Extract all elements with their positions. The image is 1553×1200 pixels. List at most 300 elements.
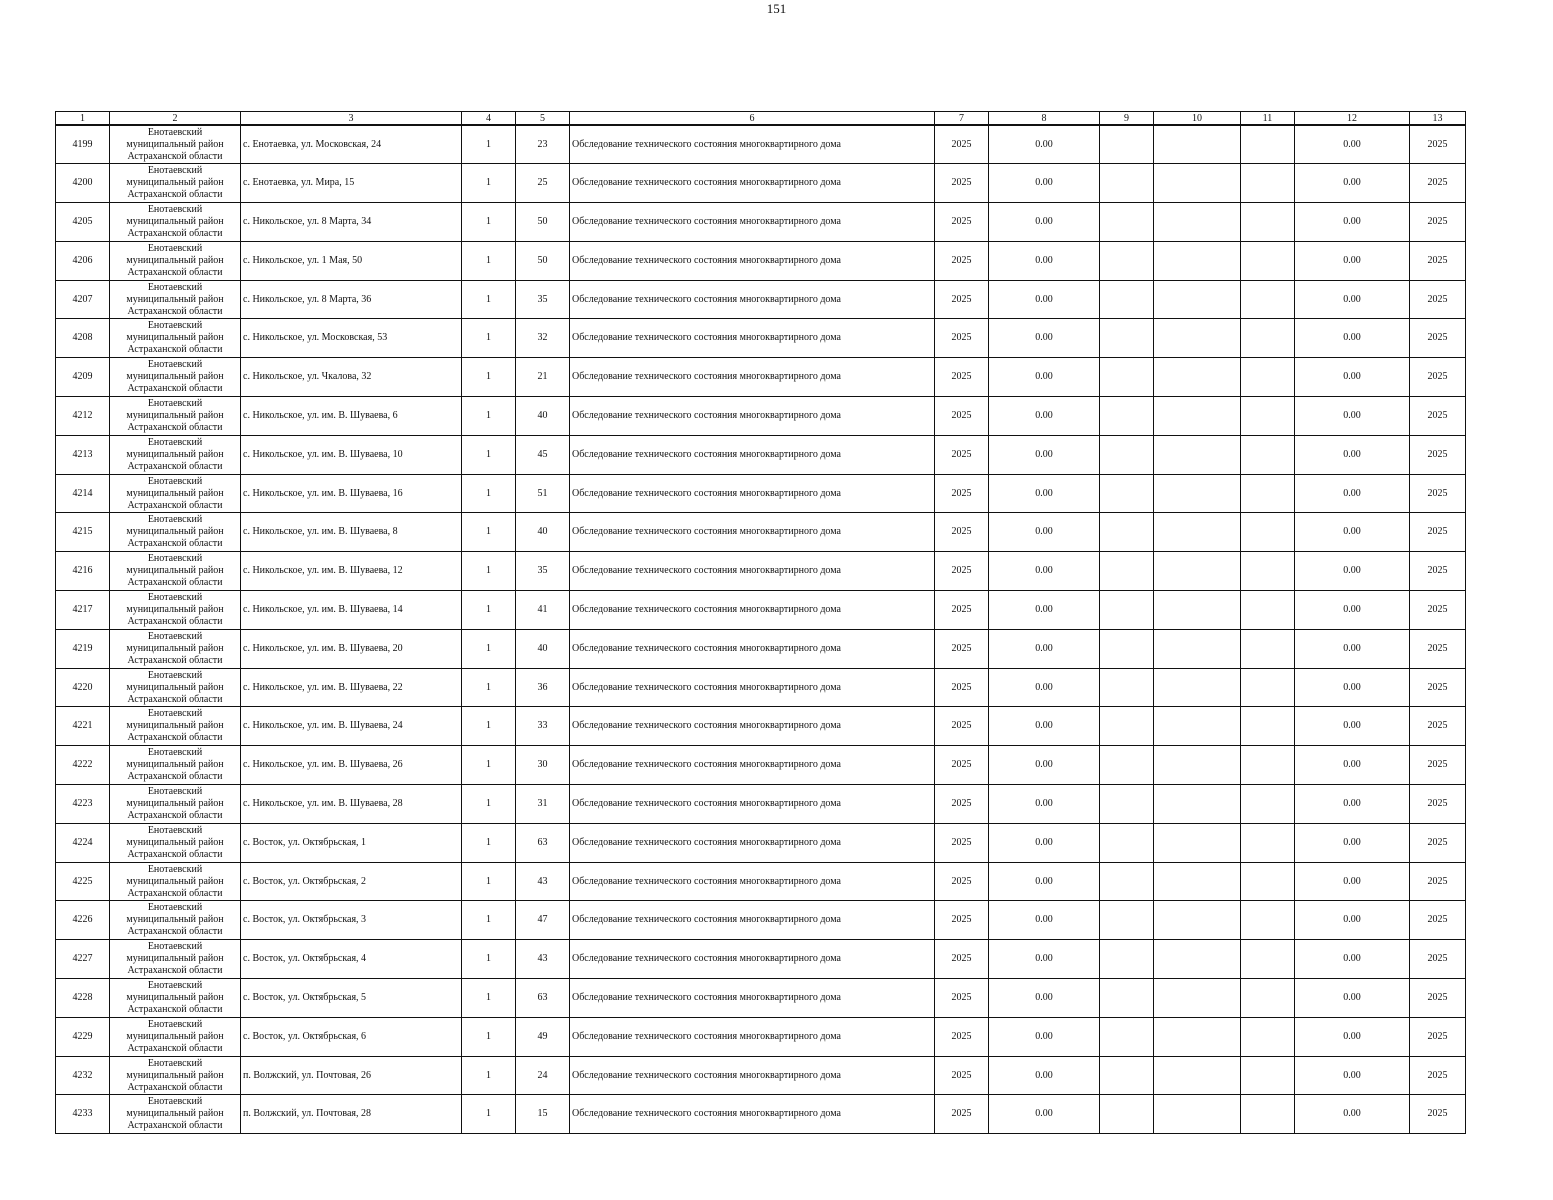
amount-cell: 0.00 bbox=[989, 513, 1100, 552]
district-cell: Енотаевский муниципальный район Астраханской области bbox=[110, 552, 241, 591]
work-type-cell: Обследование технического состояния многоквартирного дома bbox=[570, 552, 935, 591]
table-row bbox=[56, 280, 1466, 319]
year-cell: 2025 bbox=[935, 358, 989, 397]
col-10-value-cell bbox=[1154, 901, 1241, 940]
district-cell: Енотаевский муниципальный район Астраханской области bbox=[110, 241, 241, 280]
table-row bbox=[56, 125, 1466, 164]
col-10-value-cell bbox=[1154, 435, 1241, 474]
col-4-value-cell: 1 bbox=[462, 746, 516, 785]
table-row bbox=[56, 979, 1466, 1018]
address-cell: с. Никольское, ул. им. В. Шуваева, 6 bbox=[241, 397, 462, 436]
col-9-value-cell bbox=[1100, 1056, 1154, 1095]
col-9-value-cell bbox=[1100, 164, 1154, 203]
table-row bbox=[56, 513, 1466, 552]
col-9-value-cell bbox=[1100, 591, 1154, 630]
table-row bbox=[56, 862, 1466, 901]
year-cell: 2025 bbox=[935, 1056, 989, 1095]
district-cell: Енотаевский муниципальный район Астраханской области bbox=[110, 125, 241, 164]
table-row bbox=[56, 707, 1466, 746]
col-11-value-cell bbox=[1241, 862, 1295, 901]
col-9-value-cell bbox=[1100, 280, 1154, 319]
row-number-cell: 4229 bbox=[56, 1017, 110, 1056]
amount-cell: 0.00 bbox=[989, 319, 1100, 358]
col-11-value-cell bbox=[1241, 1056, 1295, 1095]
work-type-cell: Обследование технического состояния многоквартирного дома bbox=[570, 785, 935, 824]
row-number-cell: 4209 bbox=[56, 358, 110, 397]
district-cell: Енотаевский муниципальный район Астраханской области bbox=[110, 164, 241, 203]
col-11-value-cell bbox=[1241, 591, 1295, 630]
col-9-value-cell bbox=[1100, 901, 1154, 940]
col-12-amount-cell: 0.00 bbox=[1295, 668, 1410, 707]
year-cell: 2025 bbox=[935, 474, 989, 513]
row-number-cell: 4216 bbox=[56, 552, 110, 591]
work-type-cell: Обследование технического состояния многоквартирного дома bbox=[570, 707, 935, 746]
address-cell: с. Восток, ул. Октябрьская, 2 bbox=[241, 862, 462, 901]
col-12-amount-cell: 0.00 bbox=[1295, 241, 1410, 280]
work-type-cell: Обследование технического состояния многоквартирного дома bbox=[570, 513, 935, 552]
col-11-value-cell bbox=[1241, 940, 1295, 979]
col-4-value-cell: 1 bbox=[462, 319, 516, 358]
col-5-value-cell: 63 bbox=[516, 823, 570, 862]
district-cell: Енотаевский муниципальный район Астраханской области bbox=[110, 785, 241, 824]
column-header-12: 12 bbox=[1295, 112, 1410, 126]
col-12-amount-cell: 0.00 bbox=[1295, 979, 1410, 1018]
col-11-value-cell bbox=[1241, 746, 1295, 785]
col-9-value-cell bbox=[1100, 435, 1154, 474]
row-number-cell: 4199 bbox=[56, 125, 110, 164]
col-10-value-cell bbox=[1154, 823, 1241, 862]
district-cell: Енотаевский муниципальный район Астраханской области bbox=[110, 862, 241, 901]
col-12-amount-cell: 0.00 bbox=[1295, 1017, 1410, 1056]
row-number-cell: 4212 bbox=[56, 397, 110, 436]
col-9-value-cell bbox=[1100, 552, 1154, 591]
district-cell: Енотаевский муниципальный район Астраханской области bbox=[110, 668, 241, 707]
completion-year-cell: 2025 bbox=[1410, 707, 1466, 746]
column-header-2: 2 bbox=[110, 112, 241, 126]
col-10-value-cell bbox=[1154, 280, 1241, 319]
col-5-value-cell: 40 bbox=[516, 513, 570, 552]
col-11-value-cell bbox=[1241, 513, 1295, 552]
col-11-value-cell bbox=[1241, 629, 1295, 668]
amount-cell: 0.00 bbox=[989, 1056, 1100, 1095]
district-cell: Енотаевский муниципальный район Астраханской области bbox=[110, 474, 241, 513]
year-cell: 2025 bbox=[935, 1095, 989, 1134]
col-4-value-cell: 1 bbox=[462, 901, 516, 940]
table-row bbox=[56, 940, 1466, 979]
district-cell: Енотаевский муниципальный район Астраханской области bbox=[110, 435, 241, 474]
amount-cell: 0.00 bbox=[989, 474, 1100, 513]
col-10-value-cell bbox=[1154, 979, 1241, 1018]
col-4-value-cell: 1 bbox=[462, 552, 516, 591]
year-cell: 2025 bbox=[935, 629, 989, 668]
amount-cell: 0.00 bbox=[989, 203, 1100, 242]
col-4-value-cell: 1 bbox=[462, 979, 516, 1018]
year-cell: 2025 bbox=[935, 319, 989, 358]
completion-year-cell: 2025 bbox=[1410, 979, 1466, 1018]
col-4-value-cell: 1 bbox=[462, 591, 516, 630]
col-5-value-cell: 50 bbox=[516, 241, 570, 280]
completion-year-cell: 2025 bbox=[1410, 1017, 1466, 1056]
col-12-amount-cell: 0.00 bbox=[1295, 513, 1410, 552]
col-10-value-cell bbox=[1154, 629, 1241, 668]
work-type-cell: Обследование технического состояния многоквартирного дома bbox=[570, 1095, 935, 1134]
col-9-value-cell bbox=[1100, 358, 1154, 397]
address-cell: с. Никольское, ул. им. В. Шуваева, 24 bbox=[241, 707, 462, 746]
row-number-cell: 4217 bbox=[56, 591, 110, 630]
year-cell: 2025 bbox=[935, 862, 989, 901]
col-5-value-cell: 35 bbox=[516, 552, 570, 591]
col-10-value-cell bbox=[1154, 668, 1241, 707]
address-cell: с. Никольское, ул. им. В. Шуваева, 12 bbox=[241, 552, 462, 591]
work-type-cell: Обследование технического состояния многоквартирного дома bbox=[570, 1056, 935, 1095]
col-5-value-cell: 36 bbox=[516, 668, 570, 707]
address-cell: с. Никольское, ул. им. В. Шуваева, 28 bbox=[241, 785, 462, 824]
col-12-amount-cell: 0.00 bbox=[1295, 591, 1410, 630]
completion-year-cell: 2025 bbox=[1410, 823, 1466, 862]
col-4-value-cell: 1 bbox=[462, 707, 516, 746]
address-cell: с. Восток, ул. Октябрьская, 1 bbox=[241, 823, 462, 862]
completion-year-cell: 2025 bbox=[1410, 668, 1466, 707]
address-cell: с. Никольское, ул. им. В. Шуваева, 26 bbox=[241, 746, 462, 785]
district-cell: Енотаевский муниципальный район Астраханской области bbox=[110, 629, 241, 668]
district-cell: Енотаевский муниципальный район Астраханской области bbox=[110, 280, 241, 319]
col-12-amount-cell: 0.00 bbox=[1295, 629, 1410, 668]
completion-year-cell: 2025 bbox=[1410, 862, 1466, 901]
row-number-cell: 4214 bbox=[56, 474, 110, 513]
col-12-amount-cell: 0.00 bbox=[1295, 707, 1410, 746]
row-number-cell: 4225 bbox=[56, 862, 110, 901]
completion-year-cell: 2025 bbox=[1410, 358, 1466, 397]
row-number-cell: 4207 bbox=[56, 280, 110, 319]
address-cell: с. Никольское, ул. им. В. Шуваева, 20 bbox=[241, 629, 462, 668]
year-cell: 2025 bbox=[935, 591, 989, 630]
amount-cell: 0.00 bbox=[989, 901, 1100, 940]
col-5-value-cell: 30 bbox=[516, 746, 570, 785]
row-number-cell: 4213 bbox=[56, 435, 110, 474]
year-cell: 2025 bbox=[935, 979, 989, 1018]
col-10-value-cell bbox=[1154, 707, 1241, 746]
row-number-cell: 4219 bbox=[56, 629, 110, 668]
year-cell: 2025 bbox=[935, 435, 989, 474]
col-12-amount-cell: 0.00 bbox=[1295, 940, 1410, 979]
col-9-value-cell bbox=[1100, 940, 1154, 979]
row-number-cell: 4220 bbox=[56, 668, 110, 707]
row-number-cell: 4224 bbox=[56, 823, 110, 862]
col-11-value-cell bbox=[1241, 280, 1295, 319]
work-type-cell: Обследование технического состояния многоквартирного дома bbox=[570, 823, 935, 862]
col-5-value-cell: 21 bbox=[516, 358, 570, 397]
work-type-cell: Обследование технического состояния многоквартирного дома bbox=[570, 203, 935, 242]
col-9-value-cell bbox=[1100, 1017, 1154, 1056]
table-row bbox=[56, 823, 1466, 862]
col-10-value-cell bbox=[1154, 319, 1241, 358]
address-cell: с. Никольское, ул. им. В. Шуваева, 10 bbox=[241, 435, 462, 474]
row-number-cell: 4228 bbox=[56, 979, 110, 1018]
year-cell: 2025 bbox=[935, 203, 989, 242]
col-9-value-cell bbox=[1100, 241, 1154, 280]
amount-cell: 0.00 bbox=[989, 940, 1100, 979]
year-cell: 2025 bbox=[935, 1017, 989, 1056]
col-9-value-cell bbox=[1100, 125, 1154, 164]
amount-cell: 0.00 bbox=[989, 979, 1100, 1018]
district-cell: Енотаевский муниципальный район Астраханской области bbox=[110, 319, 241, 358]
col-12-amount-cell: 0.00 bbox=[1295, 862, 1410, 901]
col-4-value-cell: 1 bbox=[462, 125, 516, 164]
col-5-value-cell: 51 bbox=[516, 474, 570, 513]
amount-cell: 0.00 bbox=[989, 707, 1100, 746]
amount-cell: 0.00 bbox=[989, 1017, 1100, 1056]
col-5-value-cell: 40 bbox=[516, 629, 570, 668]
amount-cell: 0.00 bbox=[989, 241, 1100, 280]
table-row bbox=[56, 1095, 1466, 1134]
row-number-cell: 4215 bbox=[56, 513, 110, 552]
work-type-cell: Обследование технического состояния многоквартирного дома bbox=[570, 862, 935, 901]
address-cell: с. Восток, ул. Октябрьская, 3 bbox=[241, 901, 462, 940]
col-5-value-cell: 32 bbox=[516, 319, 570, 358]
completion-year-cell: 2025 bbox=[1410, 164, 1466, 203]
amount-cell: 0.00 bbox=[989, 397, 1100, 436]
table-row bbox=[56, 901, 1466, 940]
address-cell: с. Восток, ул. Октябрьская, 6 bbox=[241, 1017, 462, 1056]
amount-cell: 0.00 bbox=[989, 358, 1100, 397]
address-cell: с. Никольское, ул. 8 Марта, 34 bbox=[241, 203, 462, 242]
address-cell: с. Восток, ул. Октябрьская, 5 bbox=[241, 979, 462, 1018]
year-cell: 2025 bbox=[935, 746, 989, 785]
col-10-value-cell bbox=[1154, 1017, 1241, 1056]
col-9-value-cell bbox=[1100, 1095, 1154, 1134]
work-type-cell: Обследование технического состояния многоквартирного дома bbox=[570, 125, 935, 164]
registry-table bbox=[55, 111, 1466, 1134]
col-5-value-cell: 15 bbox=[516, 1095, 570, 1134]
year-cell: 2025 bbox=[935, 513, 989, 552]
completion-year-cell: 2025 bbox=[1410, 280, 1466, 319]
col-5-value-cell: 45 bbox=[516, 435, 570, 474]
col-5-value-cell: 25 bbox=[516, 164, 570, 203]
col-12-amount-cell: 0.00 bbox=[1295, 164, 1410, 203]
address-cell: с. Никольское, ул. 8 Марта, 36 bbox=[241, 280, 462, 319]
col-12-amount-cell: 0.00 bbox=[1295, 901, 1410, 940]
col-11-value-cell bbox=[1241, 707, 1295, 746]
col-11-value-cell bbox=[1241, 1095, 1295, 1134]
col-10-value-cell bbox=[1154, 241, 1241, 280]
amount-cell: 0.00 bbox=[989, 552, 1100, 591]
completion-year-cell: 2025 bbox=[1410, 746, 1466, 785]
table-row bbox=[56, 319, 1466, 358]
district-cell: Енотаевский муниципальный район Астраханской области bbox=[110, 979, 241, 1018]
address-cell: с. Никольское, ул. им. В. Шуваева, 16 bbox=[241, 474, 462, 513]
completion-year-cell: 2025 bbox=[1410, 203, 1466, 242]
col-12-amount-cell: 0.00 bbox=[1295, 125, 1410, 164]
col-4-value-cell: 1 bbox=[462, 474, 516, 513]
year-cell: 2025 bbox=[935, 823, 989, 862]
work-type-cell: Обследование технического состояния многоквартирного дома bbox=[570, 280, 935, 319]
col-11-value-cell bbox=[1241, 203, 1295, 242]
col-10-value-cell bbox=[1154, 513, 1241, 552]
col-11-value-cell bbox=[1241, 319, 1295, 358]
col-9-value-cell bbox=[1100, 746, 1154, 785]
table-row bbox=[56, 474, 1466, 513]
table-row bbox=[56, 629, 1466, 668]
col-4-value-cell: 1 bbox=[462, 358, 516, 397]
col-12-amount-cell: 0.00 bbox=[1295, 280, 1410, 319]
table-row bbox=[56, 668, 1466, 707]
address-cell: с. Енотаевка, ул. Мира, 15 bbox=[241, 164, 462, 203]
col-5-value-cell: 50 bbox=[516, 203, 570, 242]
amount-cell: 0.00 bbox=[989, 1095, 1100, 1134]
col-4-value-cell: 1 bbox=[462, 1056, 516, 1095]
col-5-value-cell: 43 bbox=[516, 862, 570, 901]
col-11-value-cell bbox=[1241, 125, 1295, 164]
table-row bbox=[56, 1056, 1466, 1095]
year-cell: 2025 bbox=[935, 785, 989, 824]
district-cell: Енотаевский муниципальный район Астраханской области bbox=[110, 707, 241, 746]
district-cell: Енотаевский муниципальный район Астраханской области bbox=[110, 823, 241, 862]
col-10-value-cell bbox=[1154, 785, 1241, 824]
district-cell: Енотаевский муниципальный район Астраханской области bbox=[110, 746, 241, 785]
col-10-value-cell bbox=[1154, 164, 1241, 203]
work-type-cell: Обследование технического состояния многоквартирного дома bbox=[570, 397, 935, 436]
table-row bbox=[56, 397, 1466, 436]
row-number-cell: 4208 bbox=[56, 319, 110, 358]
col-9-value-cell bbox=[1100, 862, 1154, 901]
row-number-cell: 4227 bbox=[56, 940, 110, 979]
table-body bbox=[56, 125, 1466, 1134]
col-12-amount-cell: 0.00 bbox=[1295, 552, 1410, 591]
completion-year-cell: 2025 bbox=[1410, 513, 1466, 552]
completion-year-cell: 2025 bbox=[1410, 474, 1466, 513]
row-number-cell: 4200 bbox=[56, 164, 110, 203]
col-4-value-cell: 1 bbox=[462, 164, 516, 203]
col-10-value-cell bbox=[1154, 746, 1241, 785]
year-cell: 2025 bbox=[935, 397, 989, 436]
district-cell: Енотаевский муниципальный район Астраханской области bbox=[110, 358, 241, 397]
col-11-value-cell bbox=[1241, 668, 1295, 707]
col-4-value-cell: 1 bbox=[462, 629, 516, 668]
col-9-value-cell bbox=[1100, 707, 1154, 746]
district-cell: Енотаевский муниципальный район Астраханской области bbox=[110, 513, 241, 552]
table-row bbox=[56, 241, 1466, 280]
col-10-value-cell bbox=[1154, 358, 1241, 397]
col-12-amount-cell: 0.00 bbox=[1295, 1095, 1410, 1134]
amount-cell: 0.00 bbox=[989, 280, 1100, 319]
col-11-value-cell bbox=[1241, 358, 1295, 397]
col-10-value-cell bbox=[1154, 1056, 1241, 1095]
work-type-cell: Обследование технического состояния многоквартирного дома bbox=[570, 164, 935, 203]
col-4-value-cell: 1 bbox=[462, 862, 516, 901]
column-header-10: 10 bbox=[1154, 112, 1241, 126]
work-type-cell: Обследование технического состояния многоквартирного дома bbox=[570, 940, 935, 979]
amount-cell: 0.00 bbox=[989, 164, 1100, 203]
col-5-value-cell: 47 bbox=[516, 901, 570, 940]
completion-year-cell: 2025 bbox=[1410, 785, 1466, 824]
completion-year-cell: 2025 bbox=[1410, 397, 1466, 436]
col-10-value-cell bbox=[1154, 591, 1241, 630]
work-type-cell: Обследование технического состояния многоквартирного дома bbox=[570, 591, 935, 630]
col-11-value-cell bbox=[1241, 397, 1295, 436]
completion-year-cell: 2025 bbox=[1410, 629, 1466, 668]
district-cell: Енотаевский муниципальный район Астраханской области bbox=[110, 1095, 241, 1134]
col-4-value-cell: 1 bbox=[462, 785, 516, 824]
col-12-amount-cell: 0.00 bbox=[1295, 397, 1410, 436]
amount-cell: 0.00 bbox=[989, 125, 1100, 164]
col-12-amount-cell: 0.00 bbox=[1295, 319, 1410, 358]
row-number-cell: 4206 bbox=[56, 241, 110, 280]
col-12-amount-cell: 0.00 bbox=[1295, 435, 1410, 474]
district-cell: Енотаевский муниципальный район Астраханской области bbox=[110, 940, 241, 979]
col-4-value-cell: 1 bbox=[462, 435, 516, 474]
year-cell: 2025 bbox=[935, 901, 989, 940]
col-4-value-cell: 1 bbox=[462, 397, 516, 436]
col-12-amount-cell: 0.00 bbox=[1295, 1056, 1410, 1095]
col-4-value-cell: 1 bbox=[462, 823, 516, 862]
col-5-value-cell: 43 bbox=[516, 940, 570, 979]
column-header-1: 1 bbox=[56, 112, 110, 126]
col-11-value-cell bbox=[1241, 979, 1295, 1018]
completion-year-cell: 2025 bbox=[1410, 552, 1466, 591]
col-4-value-cell: 1 bbox=[462, 940, 516, 979]
column-header-6: 6 bbox=[570, 112, 935, 126]
amount-cell: 0.00 bbox=[989, 435, 1100, 474]
address-cell: с. Восток, ул. Октябрьская, 4 bbox=[241, 940, 462, 979]
col-9-value-cell bbox=[1100, 823, 1154, 862]
year-cell: 2025 bbox=[935, 668, 989, 707]
address-cell: п. Волжский, ул. Почтовая, 28 bbox=[241, 1095, 462, 1134]
address-cell: с. Никольское, ул. им. В. Шуваева, 8 bbox=[241, 513, 462, 552]
col-12-amount-cell: 0.00 bbox=[1295, 785, 1410, 824]
address-cell: с. Никольское, ул. 1 Мая, 50 bbox=[241, 241, 462, 280]
row-number-cell: 4226 bbox=[56, 901, 110, 940]
work-type-cell: Обследование технического состояния многоквартирного дома bbox=[570, 901, 935, 940]
amount-cell: 0.00 bbox=[989, 785, 1100, 824]
col-10-value-cell bbox=[1154, 1095, 1241, 1134]
col-9-value-cell bbox=[1100, 203, 1154, 242]
work-type-cell: Обследование технического состояния многоквартирного дома bbox=[570, 746, 935, 785]
work-type-cell: Обследование технического состояния многоквартирного дома bbox=[570, 435, 935, 474]
table-row bbox=[56, 591, 1466, 630]
column-header-4: 4 bbox=[462, 112, 516, 126]
district-cell: Енотаевский муниципальный район Астраханской области bbox=[110, 203, 241, 242]
amount-cell: 0.00 bbox=[989, 746, 1100, 785]
year-cell: 2025 bbox=[935, 707, 989, 746]
col-9-value-cell bbox=[1100, 513, 1154, 552]
row-number-cell: 4205 bbox=[56, 203, 110, 242]
row-number-cell: 4232 bbox=[56, 1056, 110, 1095]
address-cell: с. Енотаевка, ул. Московская, 24 bbox=[241, 125, 462, 164]
table-row bbox=[56, 435, 1466, 474]
col-10-value-cell bbox=[1154, 397, 1241, 436]
district-cell: Енотаевский муниципальный район Астраханской области bbox=[110, 1056, 241, 1095]
column-number-row bbox=[56, 112, 1466, 126]
col-11-value-cell bbox=[1241, 901, 1295, 940]
year-cell: 2025 bbox=[935, 241, 989, 280]
col-5-value-cell: 23 bbox=[516, 125, 570, 164]
completion-year-cell: 2025 bbox=[1410, 901, 1466, 940]
col-5-value-cell: 41 bbox=[516, 591, 570, 630]
column-header-11: 11 bbox=[1241, 112, 1295, 126]
col-11-value-cell bbox=[1241, 435, 1295, 474]
row-number-cell: 4222 bbox=[56, 746, 110, 785]
amount-cell: 0.00 bbox=[989, 629, 1100, 668]
row-number-cell: 4221 bbox=[56, 707, 110, 746]
completion-year-cell: 2025 bbox=[1410, 319, 1466, 358]
work-type-cell: Обследование технического состояния многоквартирного дома bbox=[570, 358, 935, 397]
page-number: 151 bbox=[766, 1, 787, 16]
col-11-value-cell bbox=[1241, 1017, 1295, 1056]
column-header-9: 9 bbox=[1100, 112, 1154, 126]
col-9-value-cell bbox=[1100, 474, 1154, 513]
col-12-amount-cell: 0.00 bbox=[1295, 358, 1410, 397]
table-row bbox=[56, 358, 1466, 397]
